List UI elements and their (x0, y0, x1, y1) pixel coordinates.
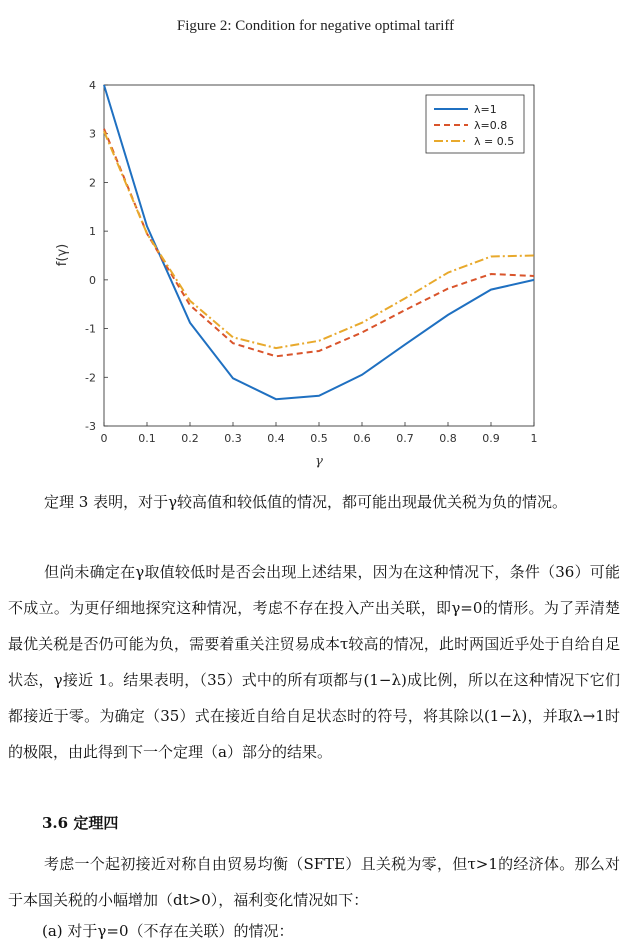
legend (426, 95, 524, 153)
line-chart (40, 55, 560, 475)
x-tick-label: 0.2 (181, 432, 199, 445)
paragraph-3: 考虑一个起初接近对称自由贸易均衡（SFTE）且关税为零，但τ>1的经济体。那么对于本国关税的小幅增加（dt>0），福利变化情况如下： (8, 855, 620, 909)
x-tick-label: 0.7 (396, 432, 414, 445)
x-tick-label: 0.5 (310, 432, 328, 445)
legend-label: λ = 0.5 (474, 135, 515, 148)
x-tick-label: 0 (100, 432, 108, 445)
figure-caption: Figure 2: Condition for negative optimal tariff (176, 18, 455, 34)
section-heading: 3.6 定理四 (42, 814, 119, 832)
x-tick-label: 0.4 (267, 432, 285, 445)
x-axis-label: γ (315, 454, 323, 469)
x-tick-label: 0.1 (138, 432, 156, 445)
y-tick-label: -2 (85, 371, 96, 385)
x-tick-label: 0.9 (482, 432, 500, 445)
x-tick-label: 0.6 (353, 432, 371, 445)
y-tick-label: 1 (89, 225, 96, 239)
x-tick-label: 0.3 (224, 432, 242, 445)
paragraph-2: 但尚未确定在γ取值较低时是否会出现上述结果，因为在这种情况下，条件（36）可能不成立。为更仔细地探究这种情况，考虑不存在投入产出关联，即γ=0的情形。为了弄清楚最优关税是否仍可能为负，需要着重关注贸易成本τ较高的情况，此时两国近乎处于自给自足状态，γ接近 1。结果表明，（35）式中的所有项都与(1−λ)成比例，所以在这种情况下它们都接近于零。为确定（35）式在接近自给自足状态时的符号，将其除以(1−λ)，并取λ→1时的极限，由此得到下一个定理（a）部分的结果。 (8, 563, 620, 761)
y-tick-label: 0 (89, 273, 96, 287)
paragraph-1: 定理 3 表明，对于γ较高值和较低值的情况，都可能出现最优关税为负的情况。 (44, 493, 568, 511)
list-item-a: (a) 对于γ=0（不存在关联）的情况： (42, 922, 294, 940)
y-tick-label: -3 (85, 420, 96, 433)
y-tick-label: -1 (85, 322, 96, 336)
legend-label: λ=1 (474, 103, 497, 116)
x-tick-label: 1 (530, 432, 538, 445)
y-axis-label: f(γ) (55, 243, 70, 267)
y-tick-label: 3 (89, 127, 96, 141)
y-tick-label: 2 (89, 176, 96, 190)
x-tick-label: 0.8 (439, 432, 457, 445)
y-tick-label: 4 (89, 79, 96, 92)
legend-label: λ=0.8 (474, 119, 508, 132)
